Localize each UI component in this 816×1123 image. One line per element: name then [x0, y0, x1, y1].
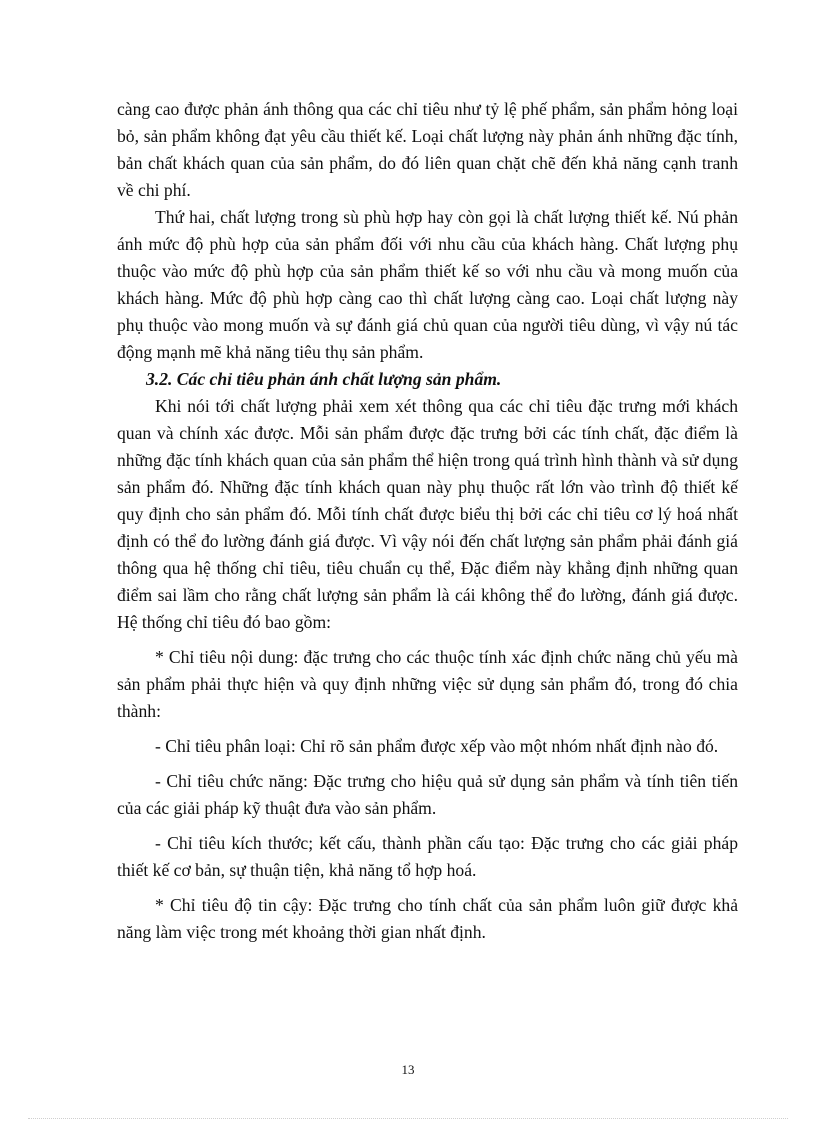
paragraph-3: Khi nói tới chất lượng phải xem xét thông qua các chỉ tiêu đặc trưng mới khách quan và chính xác được. Mỗi sản phẩm được đặc trưng bởi các tính chất, đặc điểm là những đặc tính khách quan của sản phẩm thể hiện trong quá trình hình thành và sử dụng sản phẩm đó. Những đặc tính khách quan này phụ thuộc rất lớn vào trình độ thiết kế quy định cho sản phẩm đó. Mỗi tính chất được biểu thị bởi các chỉ tiêu cơ lý hoá nhất định có thể đo lường đánh giá được. Vì vậy nói đến chất lượng sản phẩm phải đánh giá thông qua hệ thống chỉ tiêu, tiêu chuẩn cụ thể, Đặc điểm này khẳng định những quan điểm sai lầm cho rằng chất lượng sản phẩm là cái không thể đo lường, đánh giá được. Hệ thống chỉ tiêu đó bao gồm: [117, 396, 738, 632]
paragraph-5: - Chỉ tiêu phân loại: Chỉ rõ sản phẩm được xếp vào một nhóm nhất định nào đó. [155, 736, 719, 756]
paragraph-4: * Chỉ tiêu nội dung: đặc trưng cho các thuộc tính xác định chức năng chủ yếu mà sản phẩm phải thực hiện và quy định những việc sử dụng sản phẩm đó, trong đó chia thành: [117, 647, 738, 721]
paragraph-7: - Chỉ tiêu kích thước; kết cấu, thành phần cấu tạo: Đặc trưng cho các giải pháp thiết kế cơ bản, sự thuận tiện, khả năng tổ hợp hoá. [117, 833, 738, 880]
paragraph-6: - Chỉ tiêu chức năng: Đặc trưng cho hiệu quả sử dụng sản phẩm và tính tiên tiến của các giải pháp kỹ thuật đưa vào sản phẩm. [117, 771, 738, 818]
page-number: 13 [401, 1062, 415, 1077]
paragraph-2: Thứ hai, chất lượng trong sù phù hợp hay còn gọi là chất lượng thiết kế. Nú phản ánh mức độ phù hợp của sản phẩm đối với nhu cầu của khách hàng. Chất lượng phụ thuộc vào mức độ phù hợp của sản phẩm thiết kế so với nhu cầu và mong muốn của khách hàng. Mức độ phù hợp càng cao thì chất lượng càng cao. Loại chất lượng này phụ thuộc vào mong muốn và sự đánh giá chủ quan của người tiêu dùng, vì vậy nú tác động mạnh mẽ khả năng tiêu thụ sản phẩm. [117, 207, 738, 362]
paragraph-1: càng cao được phản ánh thông qua các chỉ tiêu như tỷ lệ phế phẩm, sản phẩm hỏng loại bỏ, sản phẩm không đạt yêu cầu thiết kế. Loại chất lượng này phản ánh những đặc tính, bản chất khách quan của sản phẩm, do đó liên quan chặt chẽ đến khả năng cạnh tranh về chi phí. [117, 99, 738, 200]
paragraph-8: * Chỉ tiêu độ tin cậy: Đặc trưng cho tính chất của sản phẩm luôn giữ được khả năng làm việc trong mét khoảng thời gian nhất định. [117, 895, 738, 942]
document-body [117, 96, 738, 946]
page-border-line [28, 1118, 788, 1119]
section-heading: 3.2. Các chỉ tiêu phản ánh chất lượng sản phẩm. [146, 369, 502, 389]
